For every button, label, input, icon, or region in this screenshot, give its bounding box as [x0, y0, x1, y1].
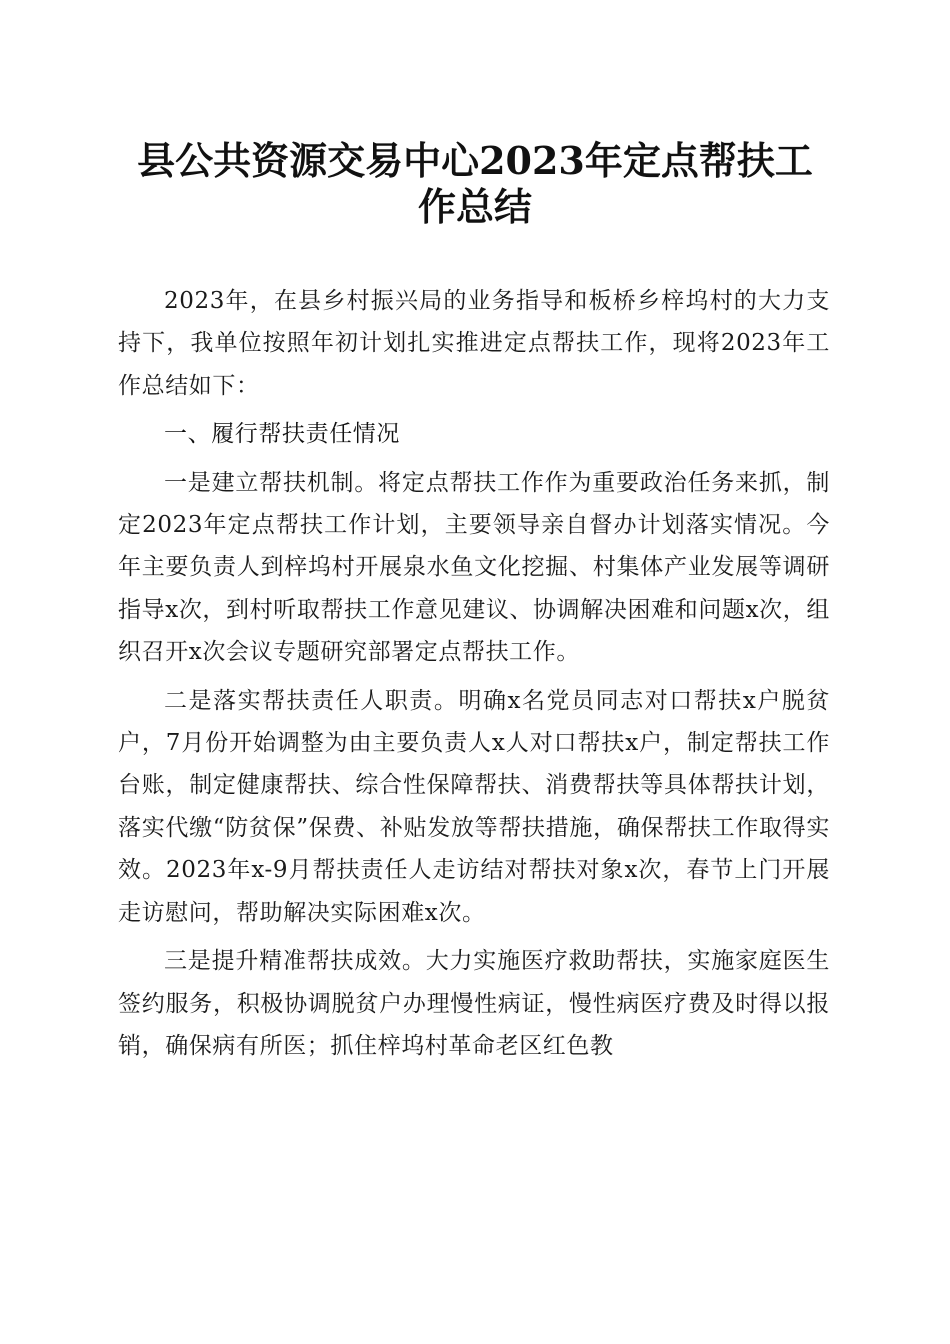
paragraph-text: 将定点帮扶工作作为重要政治任务来抓，制定2023年定点帮扶工作计划，主要领导亲自督办计划落实情况。今年主要负责人到梓坞村开展泉水鱼文化挖掘、村集体产业发展等调研指导x次，到村听取帮扶工作意见建议、协调解决困难和问题x次，组织召开x次会议专题研究部署定点帮扶工作。	[118, 469, 830, 666]
paragraph-mechanism	[118, 462, 830, 674]
intro-paragraph: 2023年，在县乡村振兴局的业务指导和板桥乡梓坞村的大力支持下，我单位按照年初计划扎实推进定点帮扶工作，现将2023年工作总结如下：	[118, 288, 830, 399]
paragraph-effectiveness	[118, 940, 830, 1067]
paragraph-lead: 二是落实帮扶责任人职责。	[164, 687, 459, 714]
paragraph-text: 明确x名党员同志对口帮扶x户脱贫户，7月份开始调整为由主要负责人x人对口帮扶x户，制定帮扶工作台账，制定健康帮扶、综合性保障帮扶、消费帮扶等具体帮扶计划，落实代缴“防贫保”保费、补贴发放等帮扶措施，确保帮扶工作取得实效。2023年x-9月帮扶责任人走访结对帮扶对象x次，春节上门开展走访慰问，帮助解决实际困难x次。	[118, 687, 831, 926]
paragraph-responsibility	[118, 680, 830, 934]
document-body	[118, 280, 830, 1067]
document-title: 县公共资源交易中心2023年定点帮扶工作总结	[137, 138, 813, 229]
paragraph-lead: 三是提升精准帮扶成效。	[164, 948, 426, 975]
section-heading: 一、履行帮扶责任情况	[164, 421, 400, 448]
paragraph-text: 大力实施医疗救助帮扶，实施家庭医生签约服务，积极协调脱贫户办理慢性病证，慢性病医疗费及时得以报销，确保病有所医；抓住梓坞村革命老区红色教	[118, 948, 830, 1059]
paragraph-lead: 一是建立帮扶机制。	[164, 469, 379, 496]
